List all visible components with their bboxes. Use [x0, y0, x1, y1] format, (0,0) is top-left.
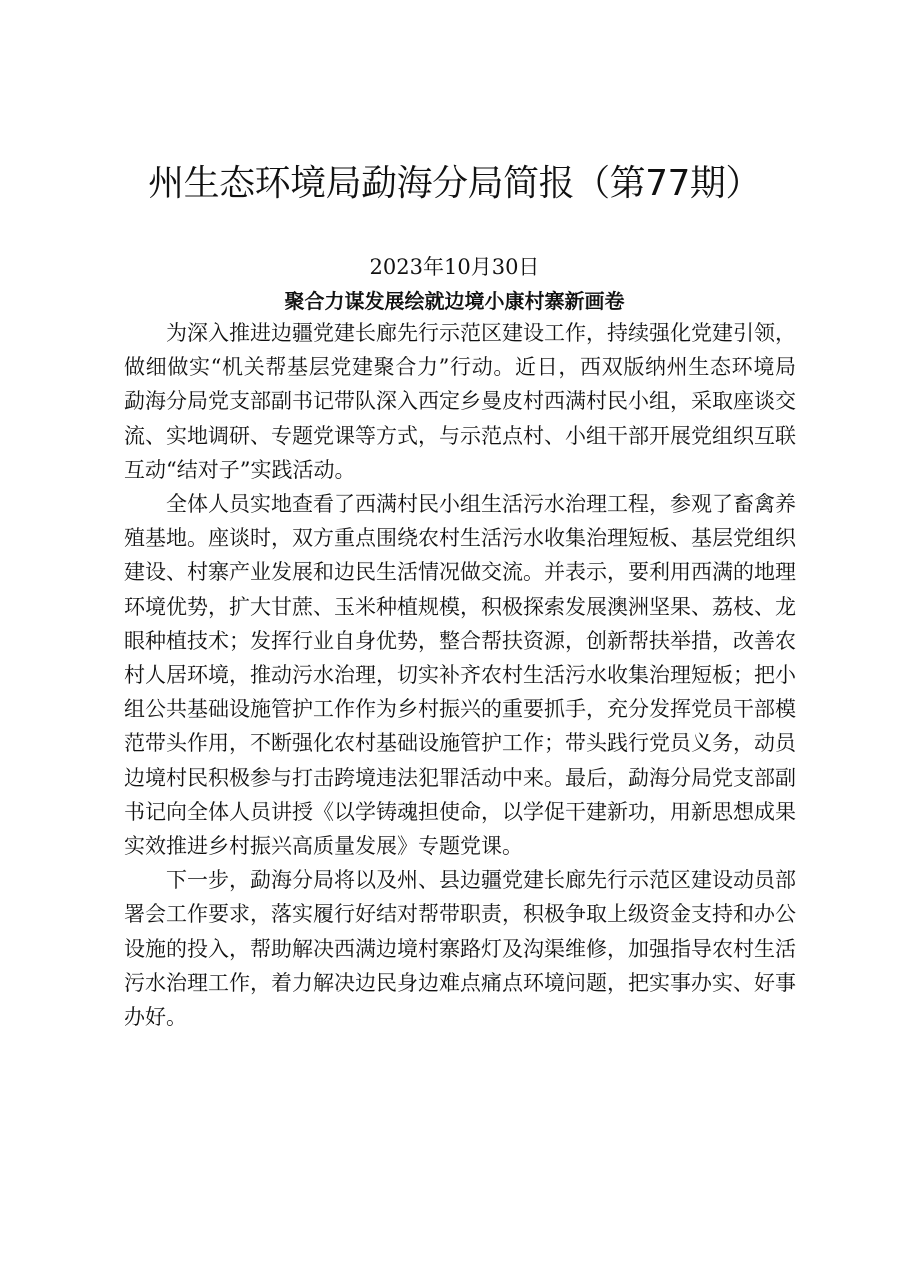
document-title: 州生态环境局勐海分局简报（第77期） — [148, 163, 761, 204]
article-body — [124, 316, 796, 1034]
paragraph-3: 下一步，勐海分局将以及州、县边疆党建长廊先行示范区建设动员部署会工作要求，落实履行好结对帮带职责，积极争取上级资金支持和办公设施的投入，帮助解决西满边境村寨路灯及沟渠维修，加强指导农村生活污水治理工作，着力解决边民身边难点痛点环境问题，把实事办实、好事办好。 — [124, 868, 796, 1030]
document-date: 2023年10月30日 — [369, 255, 540, 279]
article-headline: 聚合力谋发展绘就边境小康村寨新画卷 — [284, 289, 625, 313]
paragraph-2: 全体人员实地查看了西满村民小组生活污水治理工程，参观了畜禽养殖基地。座谈时，双方重点围绕农村生活污水收集治理短板、基层党组织建设、村寨产业发展和边民生活情况做交流。并表示，要利用西满的地理环境优势，扩大甘蔗、玉米种植规模，积极探索发展澳洲坚果、荔枝、龙眼种植技术；发挥行业自身优势，整合帮扶资源，创新帮扶举措，改善农村人居环境，推动污水治理，切实补齐农村生活污水收集治理短板；把小组公共基础设施管护工作作为乡村振兴的重要抓手，充分发挥党员干部模范带头作用，不断强化农村基础设施管护工作；带头践行党员义务，动员边境村民积极参与打击跨境违法犯罪活动中来。最后，勐海分局党支部副书记向全体人员讲授《以学铸魂担使命，以学促干建新功，用新思想成果实效推进乡村振兴高质量发展》专题党课。 — [124, 492, 796, 859]
paragraph-1: 为深入推进边疆党建长廊先行示范区建设工作，持续强化党建引领，做细做实“机关帮基层党建聚合力”行动。近日，西双版纳州生态环境局勐海分局党支部副书记带队深入西定乡曼皮村西满村民小组，采取座谈交流、实地调研、专题党课等方式，与示范点村、小组干部开展党组织互联互动“结对子”实践活动。 — [124, 321, 796, 482]
